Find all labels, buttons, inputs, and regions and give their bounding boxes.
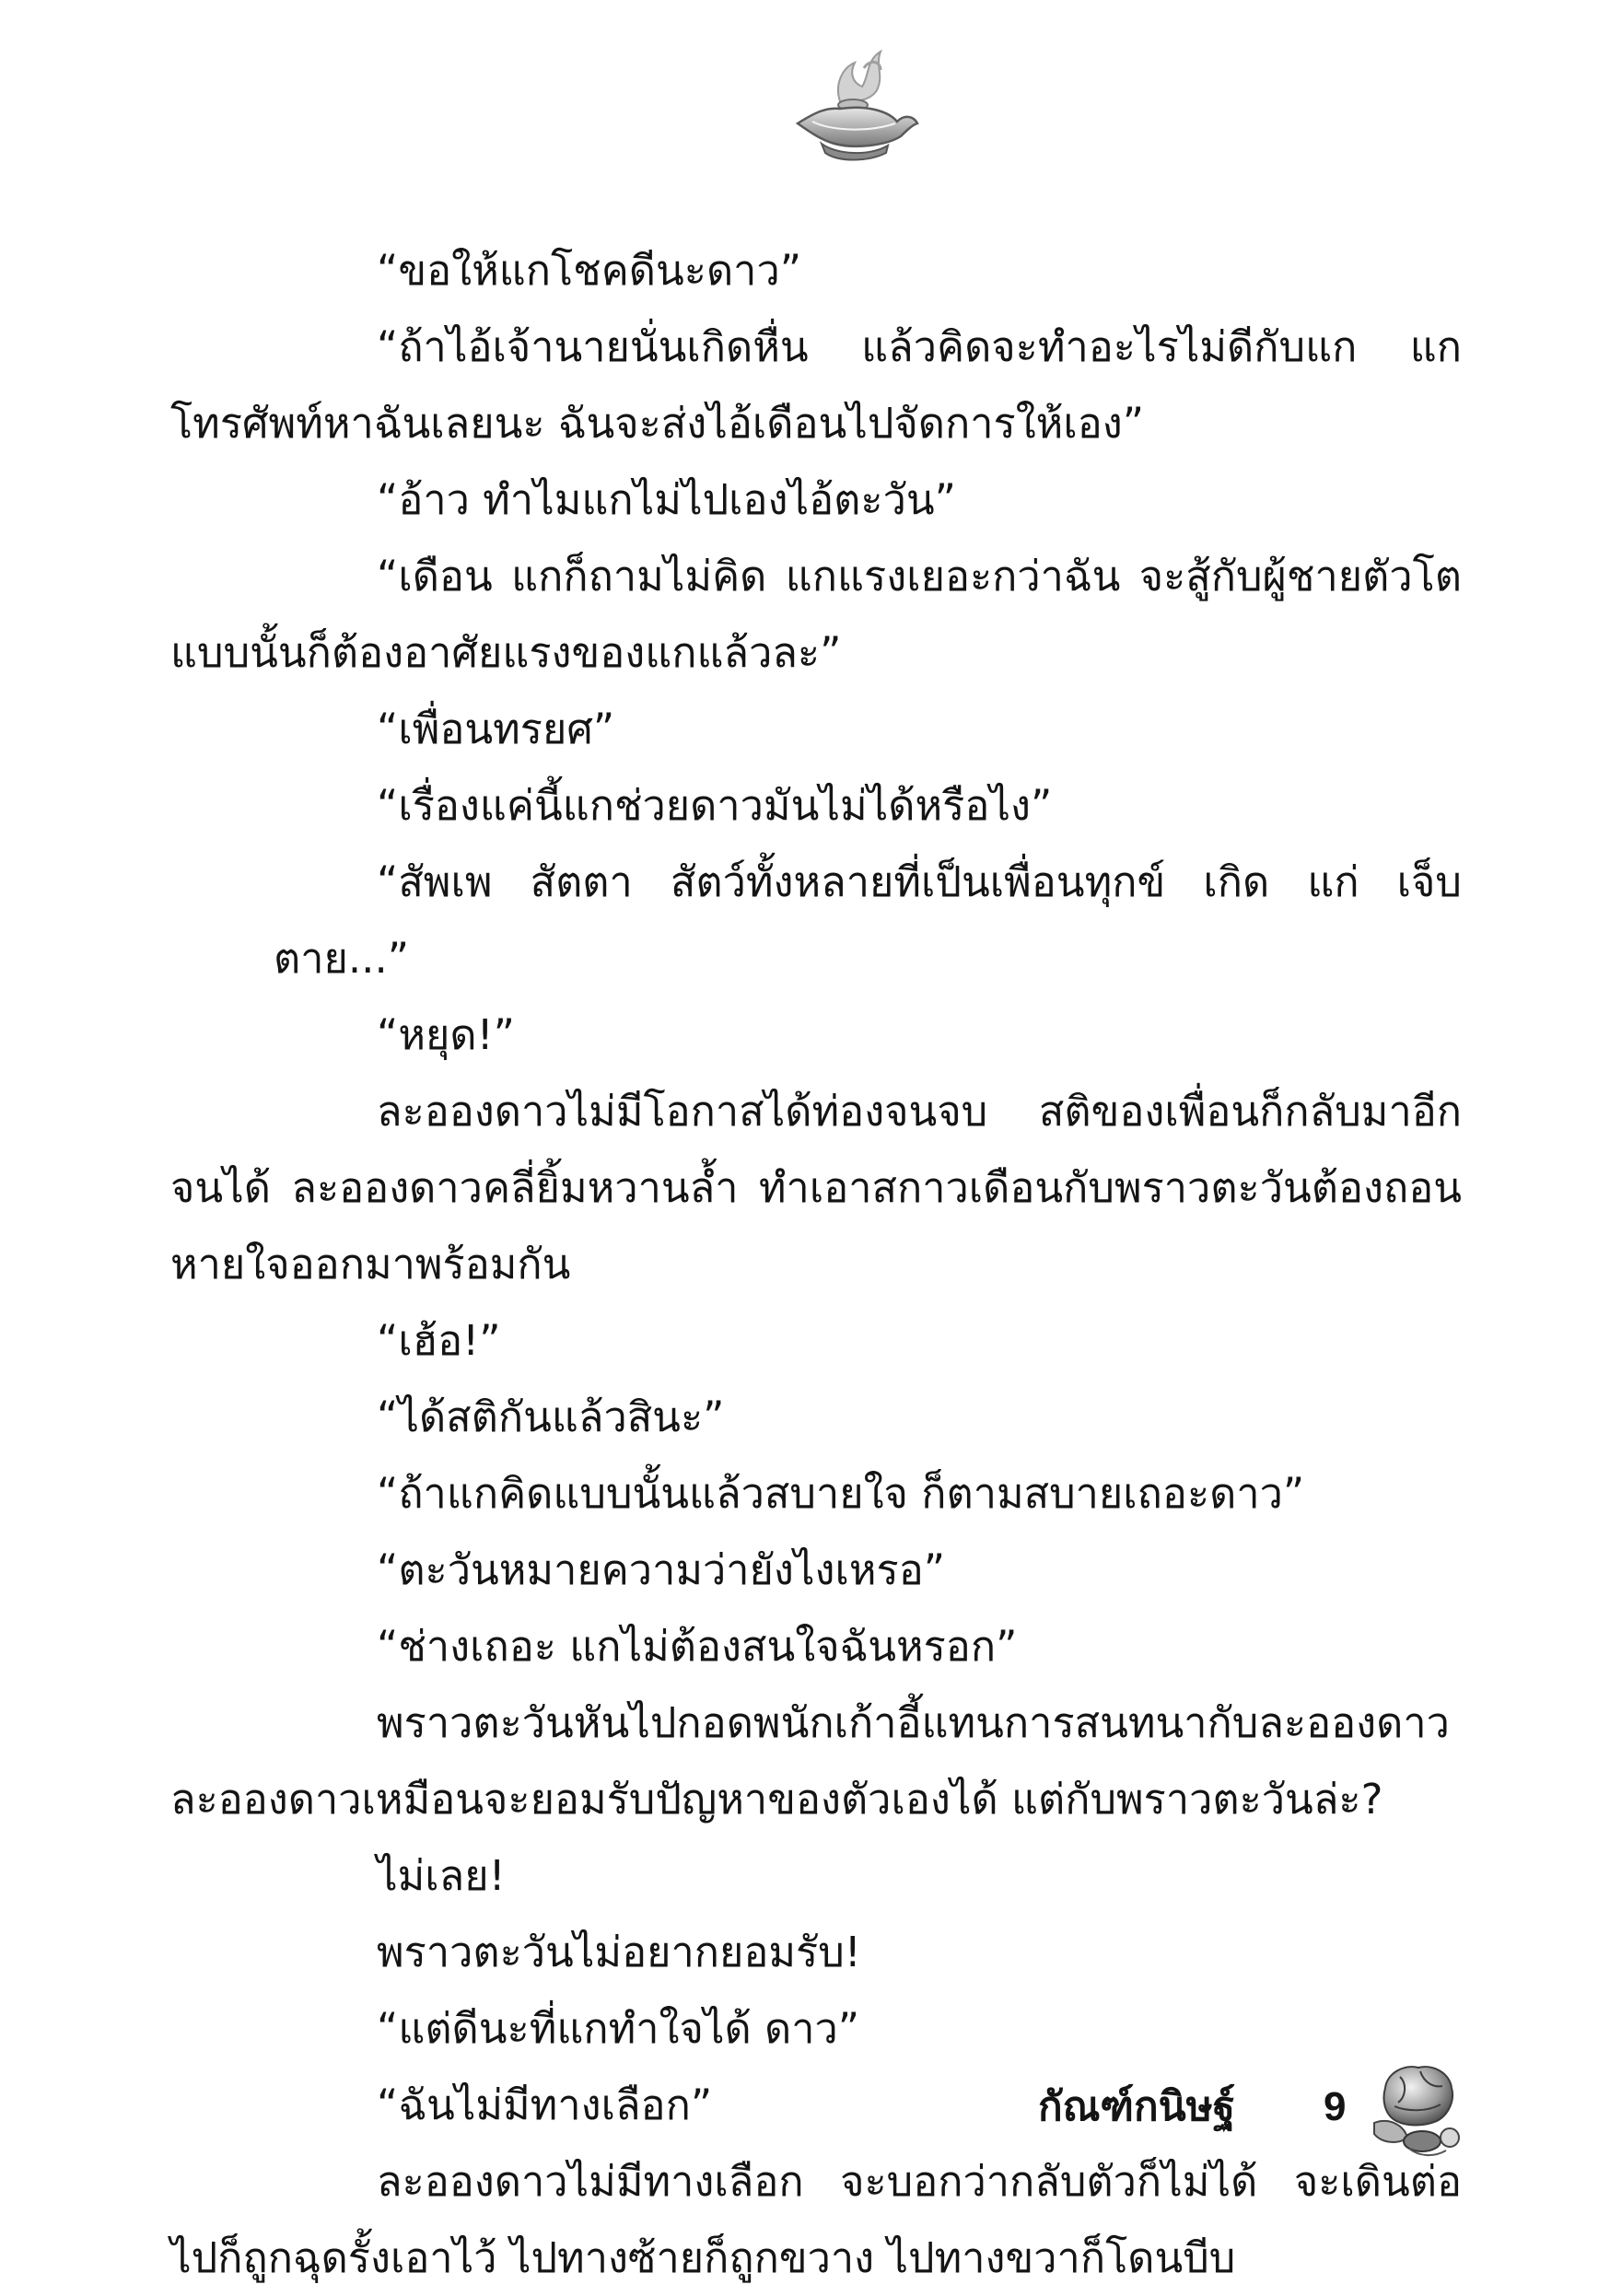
ornament-icon — [1367, 2060, 1466, 2162]
paragraph: “เพื่อนทรยศ” — [377, 705, 615, 753]
book-title: กัณฑ์กนิษฐ์ — [1038, 2083, 1235, 2130]
paragraph: “อ้าว ทำไมแกไม่ไปเองไอ้ตะวัน” — [377, 475, 956, 524]
paragraph: ละอองดาวไม่มีทางเลือก จะบอกว่ากลับตัวก็ไม่ได้ จะเดินต่อไปก็ถูกฉุดรั้งเอาไว้ ไปทางซ้ายก็ถูกขวาง ไปทางขวาก็โดนบีบ — [170, 2157, 1462, 2282]
paragraph: พราวตะวันไม่อยากยอมรับ! — [377, 1928, 861, 1976]
paragraph: “เฮ้อ!” — [377, 1316, 501, 1365]
paragraph: “ถ้าไอ้เจ้านายนั่นเกิดหื่น แล้วคิดจะทำอะไรไม่ดีกับแก แกโทรศัพท์หาฉันเลยนะ ฉันจะส่งไอ้เดือนไปจัดการให้เอง” — [170, 322, 1462, 448]
paragraph: ไม่เลย! — [377, 1851, 506, 1900]
paragraph: ละอองดาวไม่มีโอกาสได้ท่องจนจบ สติของเพื่อนก็กลับมาอีกจนได้ ละอองดาวคลี่ยิ้มหวานล้ำ ทำเอาสกาวเดือนกับพราวตะวันต้องถอนหายใจออกมาพร้อมกัน — [170, 1087, 1462, 1288]
page-footer — [0, 2049, 1610, 2178]
paragraph: “เดือน แกก็ถามไม่คิด แกแรงเยอะกว่าฉัน จะสู้กับผู้ชายตัวโตแบบนั้นก็ต้องอาศัยแรงของแกแล้วละ” — [170, 552, 1462, 677]
paragraph: “แต่ดีนะที่แกทำใจได้ ดาว” — [377, 2004, 860, 2053]
paragraph: “หยุด!” — [377, 1010, 515, 1059]
paragraph: “ช่างเถอะ แกไม่ต้องสนใจฉันหรอก” — [377, 1622, 1018, 1671]
paragraph: “ถ้าแกคิดแบบนั้นแล้วสบายใจ ก็ตามสบายเถอะดาว” — [377, 1469, 1305, 1518]
magic-lamp-icon — [785, 48, 921, 163]
paragraph: พราวตะวันหันไปกอดพนักเก้าอี้แทนการสนทนากับละอองดาวละอองดาวเหมือนจะยอมรับปัญหาของตัวเองได้ แต่กับพราวตะวันล่ะ? — [170, 1698, 1450, 1824]
paragraph: “สัพเพ สัตตา สัตว์ทั้งหลายที่เป็นเพื่อนทุกข์ เกิด แก่ เจ็บ ตาย...” — [274, 857, 1462, 983]
paragraph: “ฉันไม่มีทางเลือก” — [377, 2080, 713, 2129]
body-text — [170, 232, 1462, 2296]
paragraph: “เรื่องแค่นี้แกช่วยดาวมันไม่ได้หรือไง” — [377, 781, 1053, 830]
page-number: 9 — [1324, 2084, 1347, 2129]
paragraph: “ตะวันหมายความว่ายังไงเหรอ” — [377, 1545, 946, 1594]
paragraph: “ได้สติกันแล้วสินะ” — [377, 1393, 725, 1441]
paragraph: “ขอให้แกโชคดีนะดาว” — [377, 246, 802, 295]
